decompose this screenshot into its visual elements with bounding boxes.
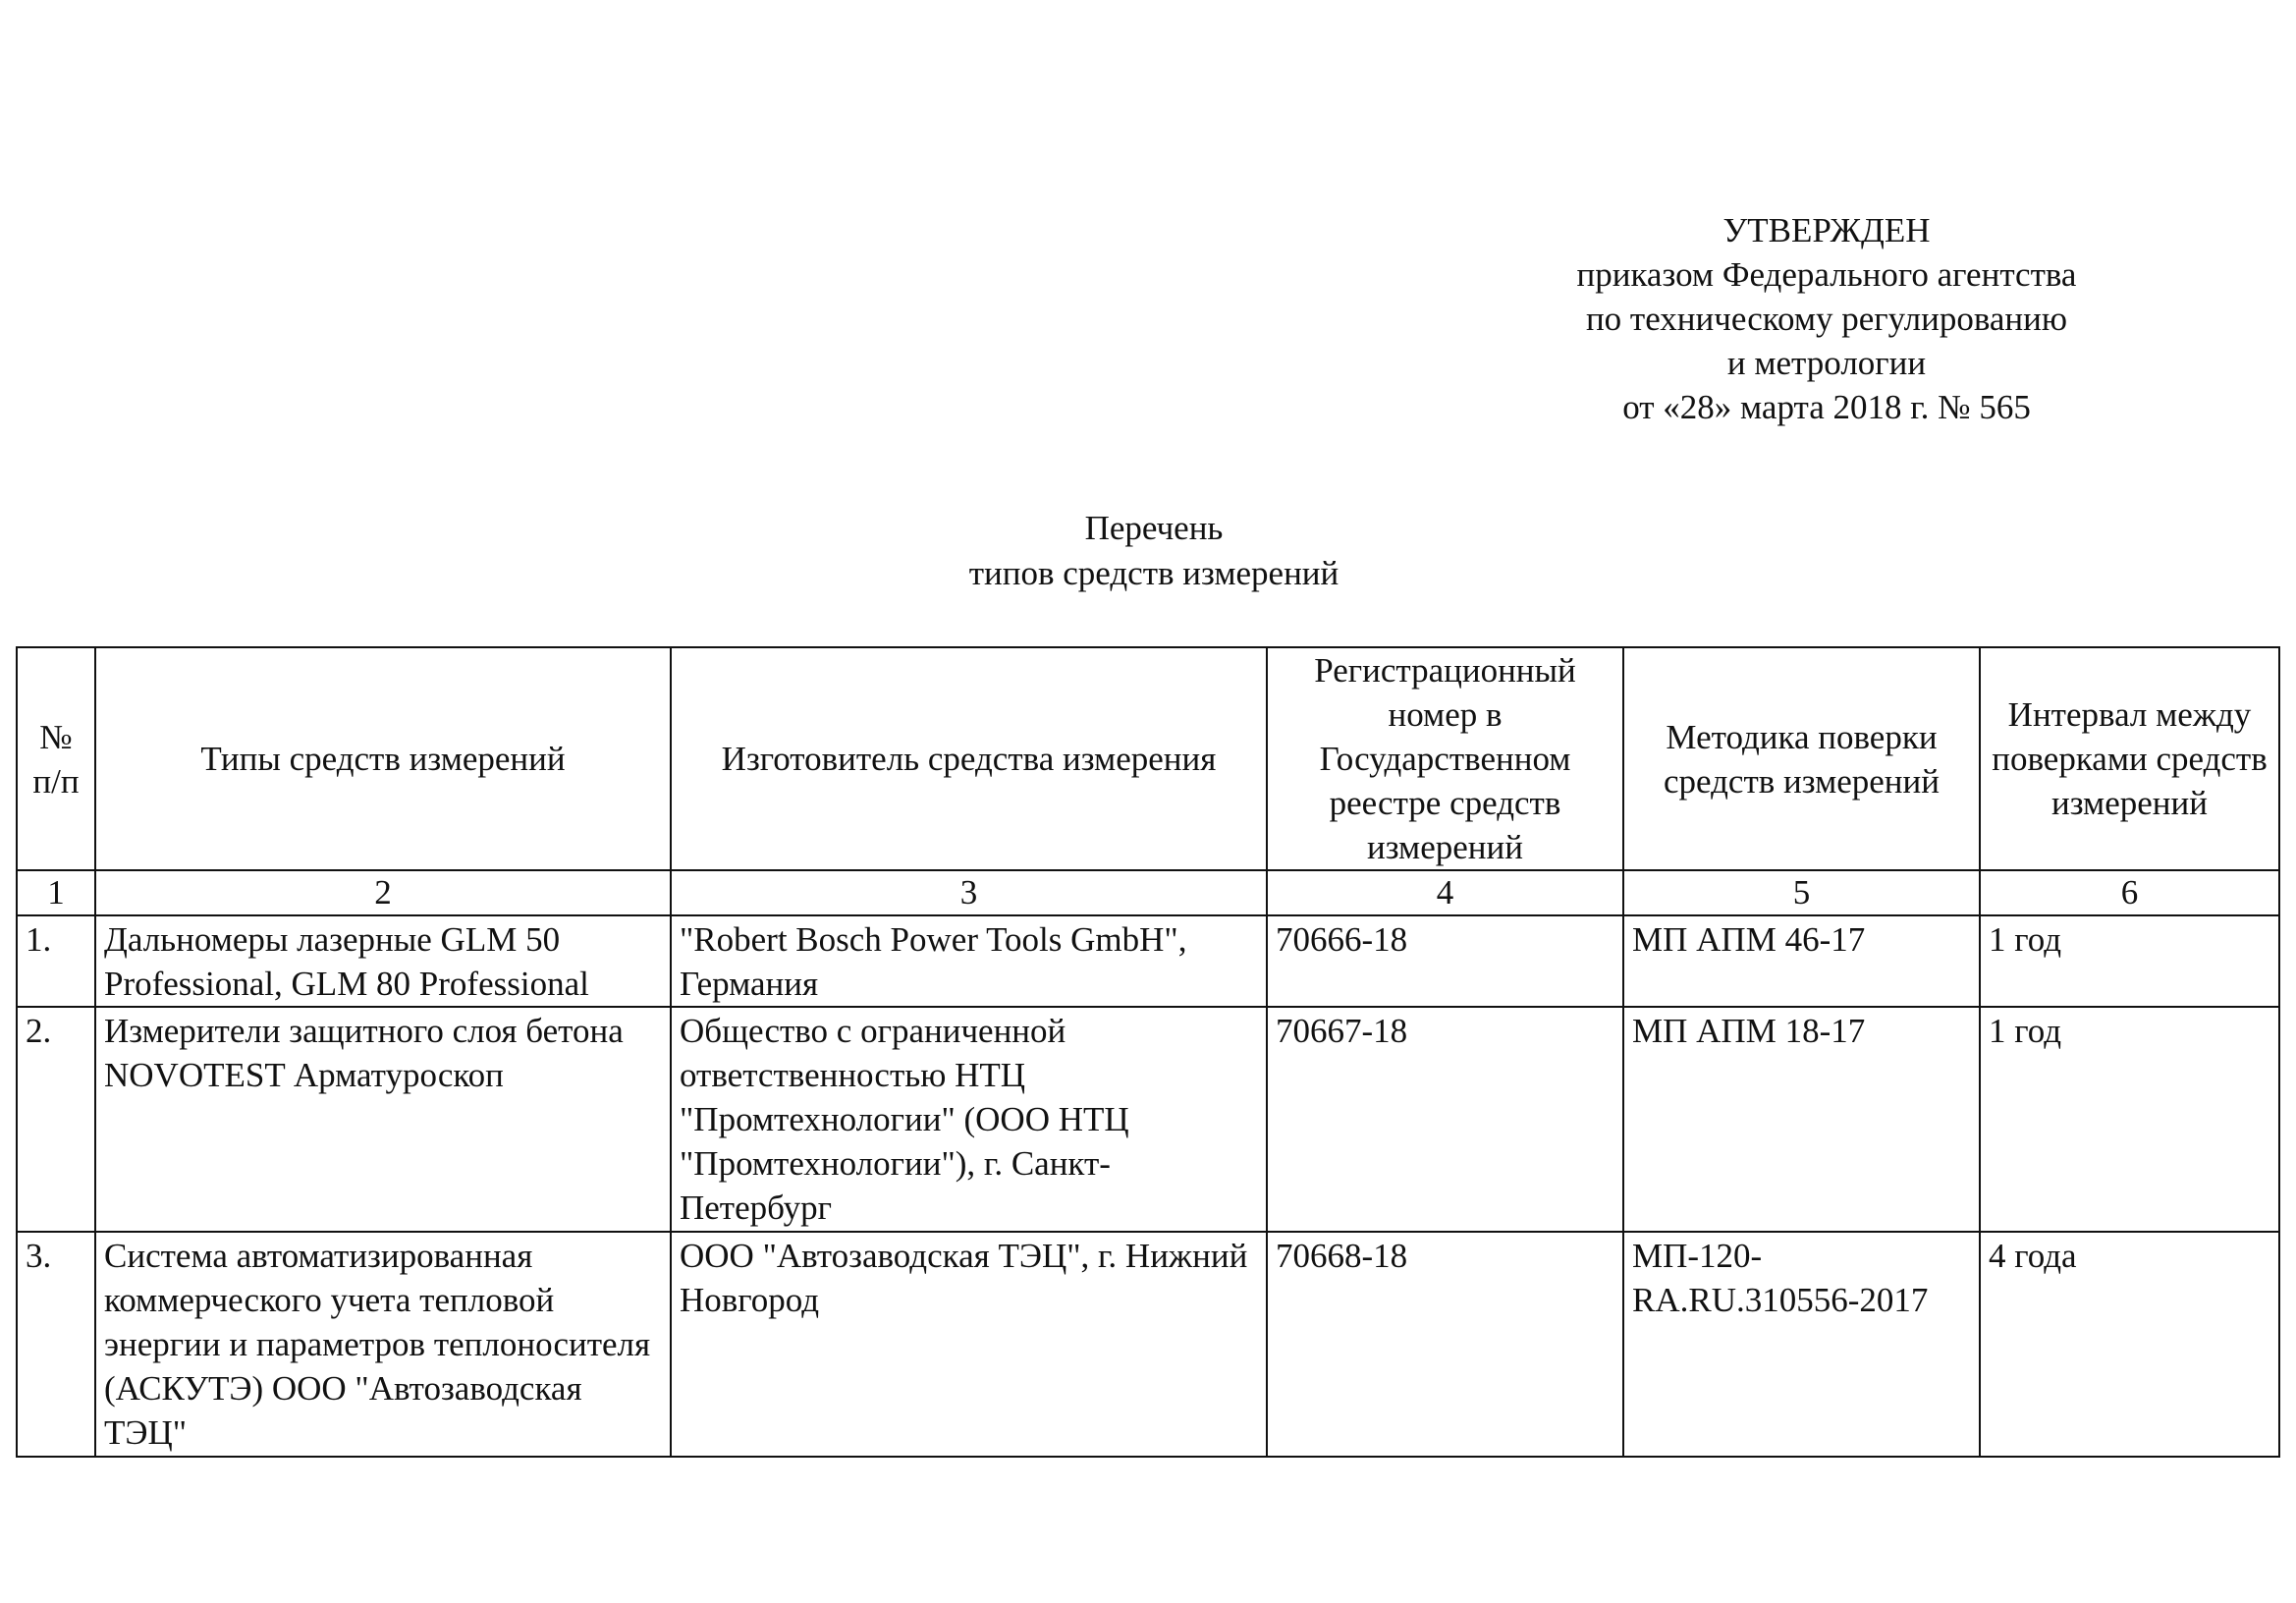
column-number: 3	[671, 870, 1267, 915]
header-interval: Интервал между поверками средств измерений	[1980, 647, 2279, 870]
instrument-type: Система автоматизированная коммерческого учета тепловой энергии и параметров теплоносителя (АСКУТЭ) ООО "Автозаводская ТЭЦ"	[95, 1232, 671, 1457]
approval-stamp	[1375, 208, 2278, 429]
table-row	[17, 1232, 2279, 1457]
registration-number: 70667-18	[1267, 1007, 1623, 1232]
column-number: 6	[1980, 870, 2279, 915]
registration-number: 70668-18	[1267, 1232, 1623, 1457]
row-number: 1.	[17, 915, 95, 1007]
manufacturer: ООО "Автозаводская ТЭЦ", г. Нижний Новгород	[671, 1232, 1267, 1457]
verification-interval: 4 года	[1980, 1232, 2279, 1457]
table-row	[17, 915, 2279, 1007]
approval-line: УТВЕРЖДЕН	[1722, 211, 1931, 249]
column-number: 2	[95, 870, 671, 915]
manufacturer: "Robert Bosch Power Tools GmbH", Германия	[671, 915, 1267, 1007]
verification-method: МП АПМ 46-17	[1623, 915, 1980, 1007]
header-number: № п/п	[17, 647, 95, 870]
title-line-2: типов средств измерений	[968, 554, 1339, 592]
document-title	[589, 506, 1719, 596]
verification-method: МП АПМ 18-17	[1623, 1007, 1980, 1232]
column-number-row	[17, 870, 2279, 915]
registration-number: 70666-18	[1267, 915, 1623, 1007]
row-number: 3.	[17, 1232, 95, 1457]
approval-line: по техническому регулированию	[1585, 300, 2068, 338]
table-row	[17, 1007, 2279, 1232]
verification-interval: 1 год	[1980, 915, 2279, 1007]
title-line-1: Перечень	[1084, 509, 1224, 547]
approval-line: от «28» марта 2018 г. № 565	[1622, 388, 2031, 426]
column-number: 5	[1623, 870, 1980, 915]
table-header-row	[17, 647, 2279, 870]
header-manufacturer: Изготовитель средства измерения	[671, 647, 1267, 870]
manufacturer: Общество с ограниченной ответственностью НТЦ "Промтехнологии" (ООО НТЦ "Промтехнологии"), г. Санкт-Петербург	[671, 1007, 1267, 1232]
verification-interval: 1 год	[1980, 1007, 2279, 1232]
header-method: Методика поверки средств измерений	[1623, 647, 1980, 870]
approval-line: и метрологии	[1726, 344, 1927, 382]
instrument-type: Измерители защитного слоя бетона NOVOTEST Арматуроскоп	[95, 1007, 671, 1232]
header-type: Типы средств измерений	[95, 647, 671, 870]
header-registration-number: Регистрационный номер в Государственном реестре средств измерений	[1267, 647, 1623, 870]
row-number: 2.	[17, 1007, 95, 1232]
column-number: 1	[17, 870, 95, 915]
approval-line: приказом Федерального агентства	[1576, 255, 2077, 294]
instrument-type: Дальномеры лазерные GLM 50 Professional, GLM 80 Professional	[95, 915, 671, 1007]
verification-method: МП-120-RA.RU.310556-2017	[1623, 1232, 1980, 1457]
column-number: 4	[1267, 870, 1623, 915]
instruments-table	[16, 646, 2280, 1458]
